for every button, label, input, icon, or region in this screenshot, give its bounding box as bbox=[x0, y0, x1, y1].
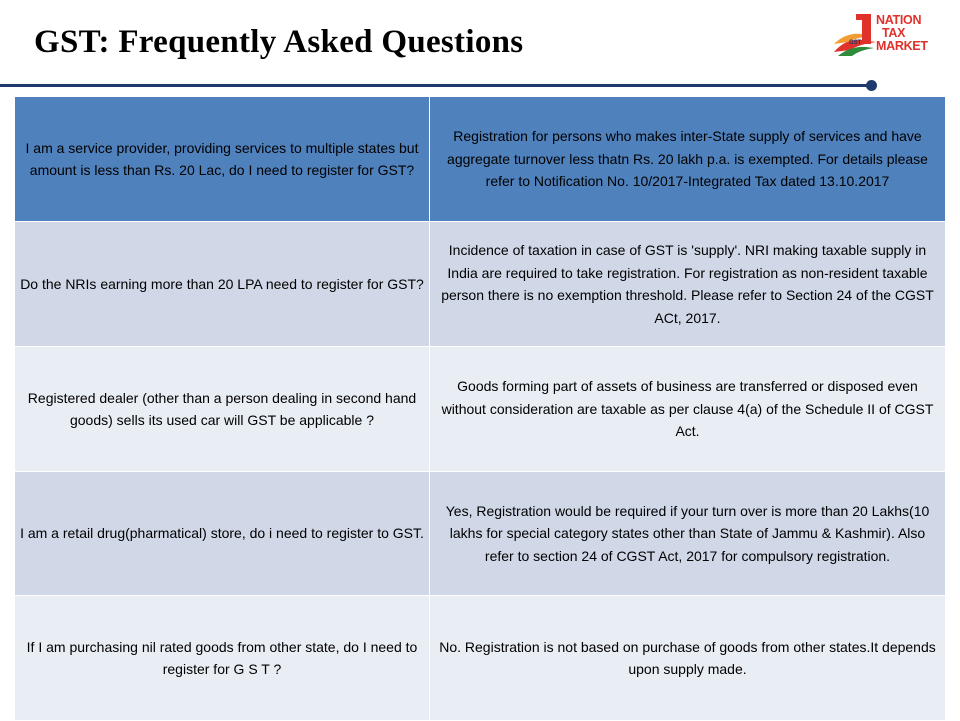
faq-question: I am a retail drug(pharmatical) store, do i need to register to GST. bbox=[15, 472, 430, 596]
faq-answer: Yes, Registration would be required if your turn over is more than 20 Lakhs(10 lakhs for special category states other than State of Jammu & Kashmir). Also refer to section 24 of CGST Act, 2017 for compulsory registration. bbox=[430, 472, 946, 596]
faq-answer: No. Registration is not based on purchase of goods from other states.It depends upon supply made. bbox=[430, 596, 946, 721]
slide-title: GST: Frequently Asked Questions bbox=[34, 24, 524, 60]
table-row bbox=[15, 596, 946, 721]
faq-question: If I am purchasing nil rated goods from other state, do I need to register for G S T ? bbox=[15, 596, 430, 721]
logo-badge-text: GST bbox=[849, 40, 862, 46]
faq-answer: Goods forming part of assets of business are transferred or disposed even without consideration are taxable as per clause 4(a) of the Schedule II of CGST Act. bbox=[430, 347, 946, 472]
title-divider bbox=[0, 84, 872, 87]
faq-question: I am a service provider, providing services to multiple states but amount is less than Rs. 20 Lac, do I need to register for GST? bbox=[15, 97, 430, 222]
faq-table bbox=[14, 96, 946, 721]
title-divider-dot bbox=[866, 80, 877, 91]
table-row bbox=[15, 97, 946, 222]
table-row bbox=[15, 222, 946, 347]
faq-question: Registered dealer (other than a person dealing in second hand goods) sells its used car will GST be applicable ? bbox=[15, 347, 430, 472]
table-row bbox=[15, 472, 946, 596]
logo-line-2: TAX bbox=[882, 26, 906, 40]
faq-answer: Incidence of taxation in case of GST is 'supply'. NRI making taxable supply in India are required to take registration. For registration as non-resident taxable person there is no exemption threshold. Please refer to Section 24 of the CGST ACt, 2017. bbox=[430, 222, 946, 347]
faq-answer: Registration for persons who makes inter-State supply of services and have aggregate turnover less thatn Rs. 20 lakh p.a. is exempted. For details please refer to Notification No. 10/2017-Integrated Tax dated 13.10.2017 bbox=[430, 97, 946, 222]
faq-question: Do the NRIs earning more than 20 LPA need to register for GST? bbox=[15, 222, 430, 347]
table-row bbox=[15, 347, 946, 472]
nation-tax-market-logo bbox=[832, 12, 952, 58]
logo-line-3: MARKET bbox=[876, 39, 928, 53]
logo-line-1: NATION bbox=[876, 13, 922, 27]
logo-mark-icon bbox=[832, 12, 880, 58]
